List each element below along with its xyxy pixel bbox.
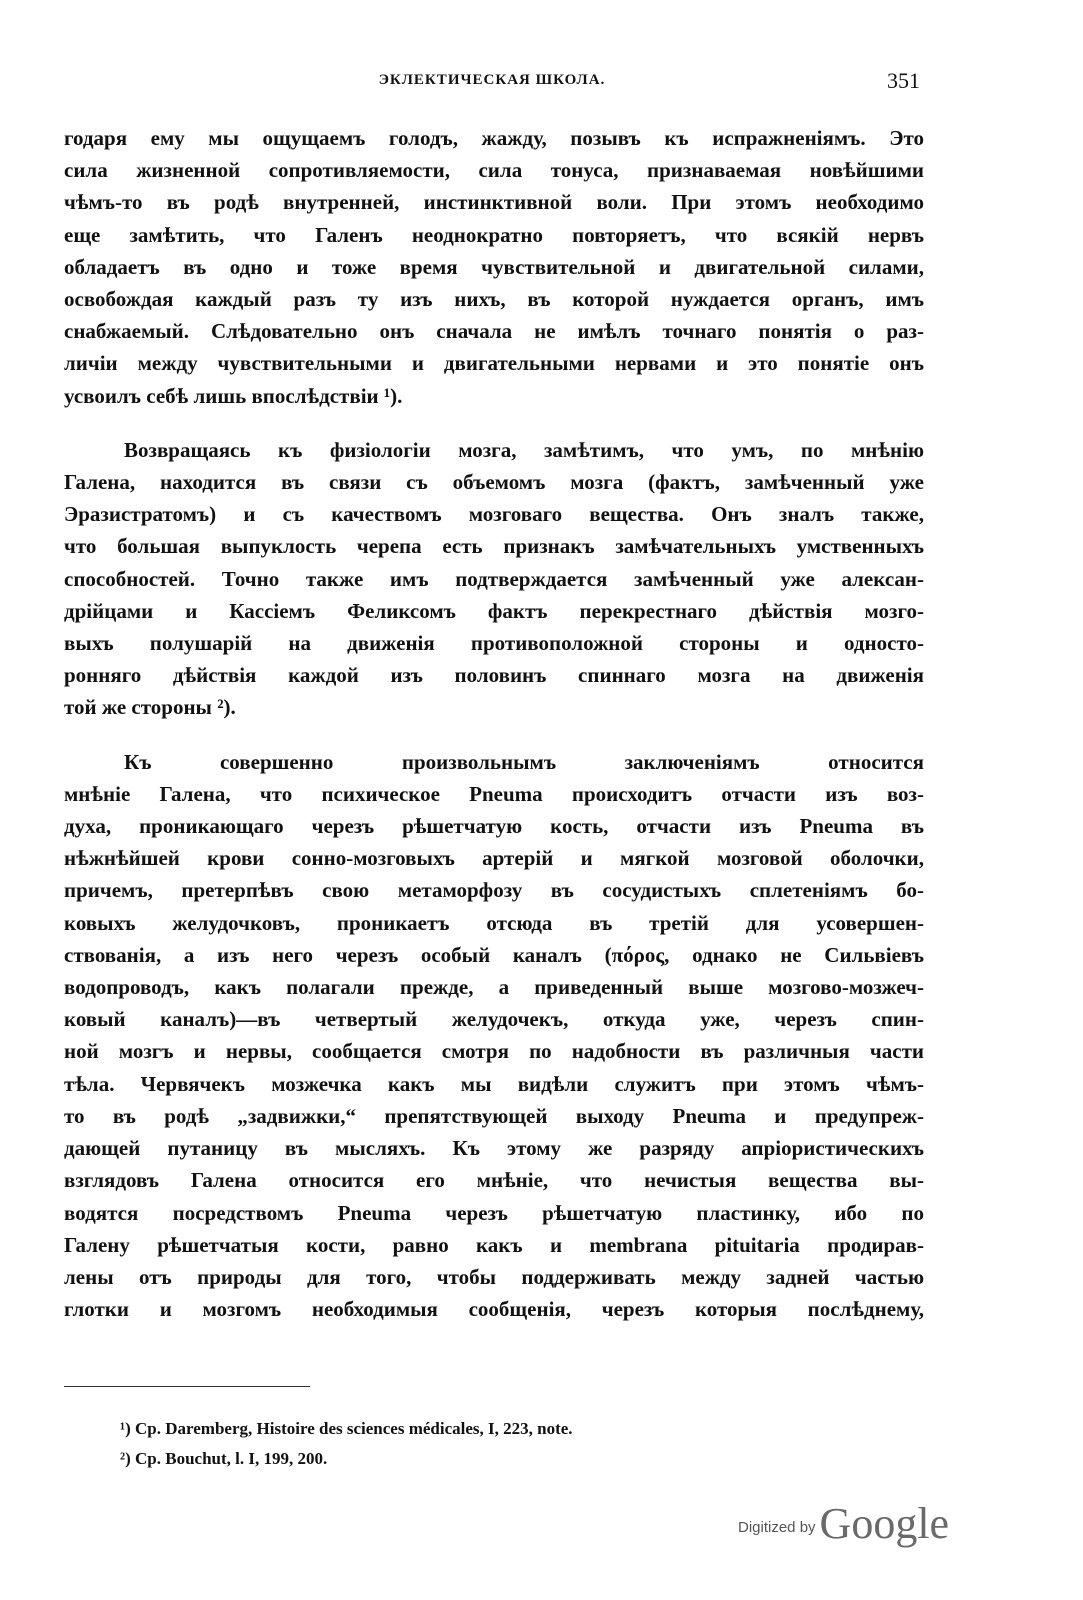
page-number: 351 — [887, 68, 920, 93]
text-line: духа, проникающаго черезъ рѣшетчатую кость, отчасти изъ Pneuma въ — [64, 814, 924, 839]
text-line: той же стороны ²). — [64, 695, 236, 720]
watermark-prefix: Digitized by — [738, 1519, 816, 1536]
text-line: Къ совершенно произвольнымъ заключенiямъ относится — [124, 749, 924, 774]
footnote-rule — [64, 1386, 310, 1387]
text-line: обладаетъ въ одно и тоже время чувствительной и двигательной силами, — [64, 254, 924, 279]
text-line: причемъ, претерпѣвъ свою метаморфозу въ сосудистыхъ сплетенiямъ бо- — [64, 878, 924, 903]
text-line: еще замѣтить, что Галенъ неоднократно повторяетъ, что всякiй нервъ — [64, 222, 924, 247]
text-line: дрiйцами и Кассiемъ Феликсомъ фактъ перекрестнаго дѣйствiя мозго- — [64, 598, 924, 623]
paragraph-2 — [64, 434, 924, 724]
text-line: то въ родѣ „задвижки,“ препятствующей выходу Pneuma и предупреж- — [64, 1103, 924, 1128]
paragraph-1 — [64, 122, 924, 412]
text-line: чѣмъ-то въ родѣ внутренней, инстинктивной воли. При этомъ необходимо — [64, 190, 924, 215]
text-line: взглядовъ Галена относится его мнѣнiе, что нечистыя вещества вы- — [64, 1168, 924, 1193]
footnote-1: ¹) Ср. Daremberg, Histoire des sciences médicales, I, 223, note. — [120, 1419, 573, 1438]
text-line: дающей путаницу въ мысляхъ. Къ этому же разряду апрiористическихъ — [64, 1136, 924, 1161]
text-line: ковыхъ желудочковъ, проникаетъ отсюда въ третiй для усовершен- — [64, 910, 924, 935]
text-line: ной мозгъ и нервы, сообщается смотря по надобности въ различныя части — [64, 1039, 924, 1064]
paragraph-3 — [64, 746, 924, 1326]
text-line: способностей. Точно также имъ подтверждается замѣченный уже алексан- — [64, 566, 924, 591]
text-line: снабжаемый. Слѣдовательно онъ сначала не имѣлъ точнаго понятiя о раз- — [64, 319, 924, 344]
text-line: Галену рѣшетчатыя кости, равно какъ и membrana pituitaria продирав- — [64, 1232, 924, 1257]
text-line: Возвращаясь къ физiологiи мозга, замѣтимъ, что умъ, по мнѣнiю — [124, 437, 924, 462]
footnote-2: ²) Ср. Bouchut, l. I, 199, 200. — [120, 1449, 328, 1468]
footnotes — [120, 1414, 880, 1474]
text-line: ствованiя, а изъ него черезъ особый каналъ (πόρος, однако не Сильвiевъ — [64, 942, 924, 967]
text-line: выхъ полушарiй на движенiя противоположной стороны и односто- — [64, 631, 924, 656]
text-line: освобождая каждый разъ ту изъ нихъ, въ которой нуждается органъ, имъ — [64, 287, 924, 312]
text-line: мнѣнiе Галена, что психическое Pneuma происходитъ отчасти изъ воз- — [64, 781, 924, 806]
text-line: Эразистратомъ) и съ качествомъ мозговаго вещества. Онъ зналъ также, — [64, 502, 924, 527]
text-line: годаря ему мы ощущаемъ голодъ, жажду, позывъ къ испражненiямъ. Это — [64, 126, 924, 150]
text-line: тѣла. Червячекъ мозжечка какъ мы видѣли служитъ при этомъ чѣмъ- — [64, 1071, 924, 1096]
text-line: лены отъ природы для того, чтобы поддерживать между задней частью — [64, 1264, 924, 1289]
text-line: Галена, находится въ связи съ объемомъ мозга (фактъ, замѣченный уже — [64, 470, 924, 495]
main-text — [64, 122, 924, 1325]
digitized-watermark — [738, 1498, 949, 1554]
text-line: личiи между чувствительными и двигательными нервами и это понятiе онъ — [64, 351, 924, 376]
text-line: водопроводъ, какъ полагали прежде, а приведенный выше мозгово-мозжеч- — [64, 975, 924, 1000]
text-line: нѣжнѣйшей крови сонно-мозговыхъ артерiй и мягкой мозговой оболочки, — [64, 846, 924, 871]
text-line: ковый каналъ)—въ четвертый желудочекъ, откуда уже, черезъ спин- — [64, 1007, 924, 1032]
google-logo: Google — [819, 1499, 950, 1548]
text-line: водятся посредствомъ Pneuma черезъ рѣшетчатую пластинку, ибо по — [64, 1200, 924, 1225]
text-line: глотки и мозгомъ необходимыя сообщенiя, черезъ которыя послѣднему, — [64, 1297, 924, 1322]
running-head: ЭКЛЕКТИЧЕСКАЯ ШКОЛА. — [378, 72, 606, 88]
text-line: что большая выпуклость черепа есть признакъ замѣчательныхъ умственныхъ — [64, 534, 924, 559]
page-header — [64, 68, 920, 102]
text-line: усвоилъ себѣ лишь впослѣдствiи ¹). — [64, 383, 403, 408]
text-line: сила жизненной сопротивляемости, сила тонуса, признаваемая новѣйшими — [64, 158, 924, 183]
text-line: ронняго дѣйствiя каждой изъ половинъ спиннаго мозга на движенiя — [64, 663, 924, 688]
